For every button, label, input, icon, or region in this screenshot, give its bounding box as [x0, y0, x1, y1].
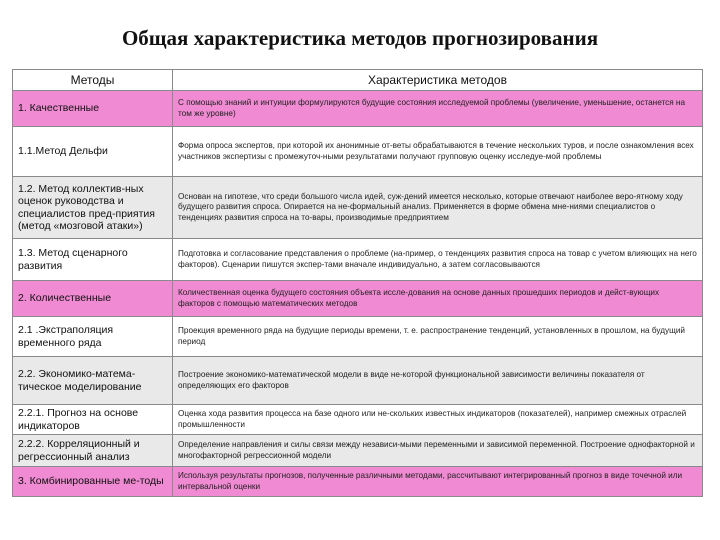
description-cell: Форма опроса экспертов, при которой их анонимные от-веты обрабатываются в течение нескольких туров, и после ознакомления всех участников экспертизы с промежуточ-ными результатами получают групповую оценку исследуе-мой проблемы [173, 127, 703, 177]
description-cell: Построение экономико-математической модели в виде не-которой функциональной зависимости величины показателя от определяющих его факторов [173, 357, 703, 405]
method-cell: 2.2.1. Прогноз на основе индикаторов [13, 405, 173, 435]
description-cell: Количественная оценка будущего состояния объекта иссле-дования на основе данных прошедших периодов и дейст-вующих факторов с помощью математических методов [173, 281, 703, 317]
description-cell: Оценка хода развития процесса на базе одного или не-скольких известных индикаторов (показателей), например смежных отраслей промышленности [173, 405, 703, 435]
table-row [13, 91, 703, 127]
table-row [13, 317, 703, 357]
method-cell: 2.2. Экономико-матема-тическое моделирование [13, 357, 173, 405]
method-cell: 1.1.Метод Дельфи [13, 127, 173, 177]
description-cell: Используя результаты прогнозов, полученные различными методами, рассчитывают интегрированный прогноз в виде точечной или интервальной оценки [173, 467, 703, 497]
description-cell: Подготовка и согласование представления о проблеме (на-пример, о тенденциях развития спроса на товар с учетом влияющих на него факторов). Сценарии пишутся экспер-тами вначале индивидуально, а затем согласовываются [173, 239, 703, 281]
header-methods: Методы [13, 70, 173, 91]
table-row [13, 127, 703, 177]
description-cell: Проекция временного ряда на будущие периоды времени, т. е. распространение тенденций, установленных в прошлом, на будущий период [173, 317, 703, 357]
table-row [13, 177, 703, 239]
table-row [13, 239, 703, 281]
method-cell: 3. Комбинированные ме-тоды [13, 467, 173, 497]
page-title: Общая характеристика методов прогнозирования [121, 26, 599, 50]
method-cell: 2.2.2. Корреляционный и регрессионный анализ [13, 435, 173, 467]
description-cell: С помощью знаний и интуиции формулируются будущие состояния исследуемой проблемы (увеличение, уменьшение, останется на том же уровне) [173, 91, 703, 127]
table-header-row [13, 70, 703, 91]
table-row [13, 435, 703, 467]
table-row [13, 405, 703, 435]
table-row [13, 281, 703, 317]
header-characteristics: Характеристика методов [173, 70, 703, 91]
table-row [13, 467, 703, 497]
method-cell: 1. Качественные [13, 91, 173, 127]
method-cell: 2.1 .Экстраполяция временного ряда [13, 317, 173, 357]
methods-table [12, 69, 703, 497]
description-cell: Основан на гипотезе, что среди большого числа идей, суж-дений имеется несколько, которые отвечают наиболее веро-ятному ходу будущего развития спроса. Опирается на не-формальный анализ. Применяется в форме обмена мне-ниями специалистов о тенденциях развития спроса на то-вары, производимые предприятием [173, 177, 703, 239]
method-cell: 1.3. Метод сценарного развития [13, 239, 173, 281]
method-cell: 2. Количественные [13, 281, 173, 317]
table-row [13, 357, 703, 405]
method-cell: 1.2. Метод коллектив-ных оценок руководства и специалистов пред-приятия (метод «мозговой атаки») [13, 177, 173, 239]
description-cell: Определение направления и силы связи между независи-мыми переменными и зависимой переменной. Построение однофакторной и многофакторной регрессионной модели [173, 435, 703, 467]
